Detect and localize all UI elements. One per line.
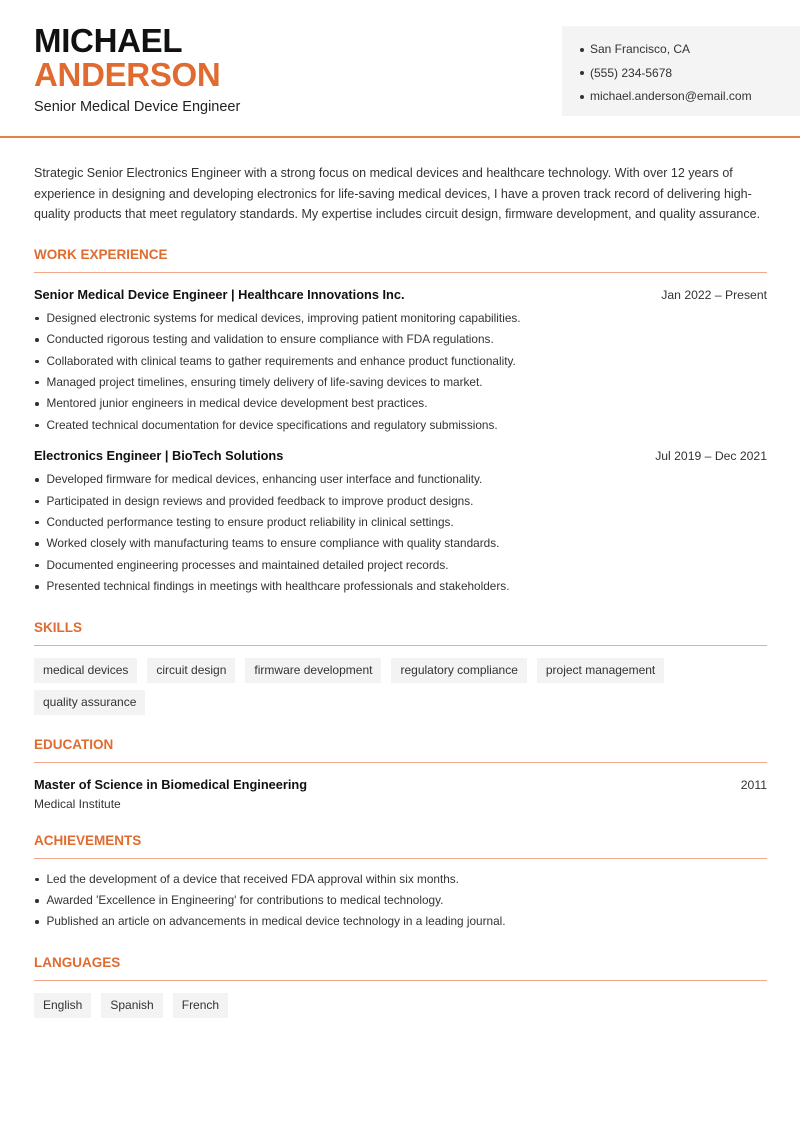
skill-tag: medical devices	[34, 658, 137, 683]
location-text: San Francisco, CA	[590, 42, 691, 56]
language-tag: English	[34, 993, 91, 1018]
graduation-year: 2011	[740, 777, 767, 792]
phone-text: (555) 234-5678	[590, 65, 673, 80]
languages-list	[34, 993, 767, 1018]
education-entry	[34, 777, 767, 811]
job-bullets	[34, 308, 767, 436]
school: Medical Institute	[34, 796, 121, 811]
list-item: Mentored junior engineers in medical device development best practices.	[34, 393, 767, 414]
bullet-icon	[35, 564, 39, 568]
job-dates: Jul 2019 – Dec 2021	[655, 449, 767, 464]
bullet-icon	[35, 424, 39, 428]
language-tag: Spanish	[101, 993, 162, 1018]
list-item: Participated in design reviews and provided feedback to improve product designs.	[34, 491, 767, 512]
bullet-icon	[35, 478, 39, 482]
resume-body	[34, 163, 767, 1018]
bullet-icon	[35, 500, 39, 504]
job-entry	[34, 287, 767, 436]
list-item: Published an article on advancements in medical device technology in a leading journal.	[34, 911, 767, 932]
bullet-icon	[580, 48, 584, 52]
section-heading-languages: LANGUAGES	[34, 955, 767, 981]
achievements-list	[34, 869, 767, 933]
list-item: Awarded 'Excellence in Engineering' for contributions to medical technology.	[34, 890, 767, 911]
bullet-icon	[580, 71, 584, 75]
summary: Strategic Senior Electronics Engineer with a strong focus on medical devices and healthcare technology. With over 12 years of experience in designing and developing electronics for life-saving medical devices, I have a proven track record of delivering high-quality products that meet regulatory standards. My expertise includes circuit design, firmware development, and quality assurance.	[34, 166, 761, 222]
job-title: Senior Medical Device Engineer | Healthcare Innovations Inc.	[34, 286, 405, 302]
resume-header	[0, 0, 800, 138]
bullet-icon	[35, 338, 39, 342]
skill-tag: quality assurance	[34, 690, 145, 715]
skill-tag: regulatory compliance	[391, 658, 526, 683]
list-item: Conducted performance testing to ensure product reliability in clinical settings.	[34, 512, 767, 533]
job-title-headline: Senior Medical Device Engineer	[34, 99, 241, 115]
bullet-icon	[35, 521, 39, 525]
contact-email	[580, 85, 800, 109]
job-dates: Jan 2022 – Present	[661, 287, 767, 302]
skill-tag: project management	[537, 658, 664, 683]
contact-box	[562, 26, 800, 116]
bullet-icon	[35, 402, 39, 406]
bullet-icon	[35, 317, 39, 321]
job-bullets	[34, 469, 767, 597]
job-entry	[34, 448, 767, 597]
bullet-icon	[35, 542, 39, 546]
list-item: Worked closely with manufacturing teams to ensure compliance with quality standards.	[34, 533, 767, 554]
bullet-icon	[35, 878, 39, 882]
bullet-icon	[580, 95, 584, 99]
contact-phone	[580, 62, 800, 86]
list-item: Led the development of a device that received FDA approval within six months.	[34, 869, 767, 890]
list-item: Conducted rigorous testing and validation to ensure compliance with FDA regulations.	[34, 329, 767, 350]
bullet-icon	[35, 899, 39, 903]
degree: Master of Science in Biomedical Engineering	[34, 776, 308, 792]
bullet-icon	[35, 585, 39, 589]
skills-list	[34, 658, 767, 715]
email-text: michael.anderson@email.com	[590, 89, 752, 103]
list-item: Managed project timelines, ensuring timely delivery of life-saving devices to market.	[34, 372, 767, 393]
bullet-icon	[35, 920, 39, 924]
section-heading-achievements: ACHIEVEMENTS	[34, 833, 767, 859]
section-heading-work: WORK EXPERIENCE	[34, 247, 767, 273]
list-item: Developed firmware for medical devices, enhancing user interface and functionality.	[34, 469, 767, 490]
list-item: Documented engineering processes and maintained detailed project records.	[34, 555, 767, 576]
skill-tag: firmware development	[245, 658, 381, 683]
first-name: MICHAEL	[34, 22, 183, 59]
list-item: Designed electronic systems for medical devices, improving patient monitoring capabilities.	[34, 308, 767, 329]
list-item: Collaborated with clinical teams to gather requirements and enhance product functionality.	[34, 351, 767, 372]
skill-tag: circuit design	[147, 658, 235, 683]
bullet-icon	[35, 381, 39, 385]
section-heading-education: EDUCATION	[34, 737, 767, 763]
list-item: Created technical documentation for device specifications and regulatory submissions.	[34, 415, 767, 436]
contact-location	[580, 38, 800, 62]
list-item: Presented technical findings in meetings with healthcare professionals and stakeholders.	[34, 576, 767, 597]
language-tag: French	[173, 993, 228, 1018]
section-heading-skills: SKILLS	[34, 620, 767, 646]
bullet-icon	[35, 360, 39, 364]
job-title: Electronics Engineer | BioTech Solutions	[34, 448, 284, 464]
last-name: ANDERSON	[34, 56, 221, 93]
